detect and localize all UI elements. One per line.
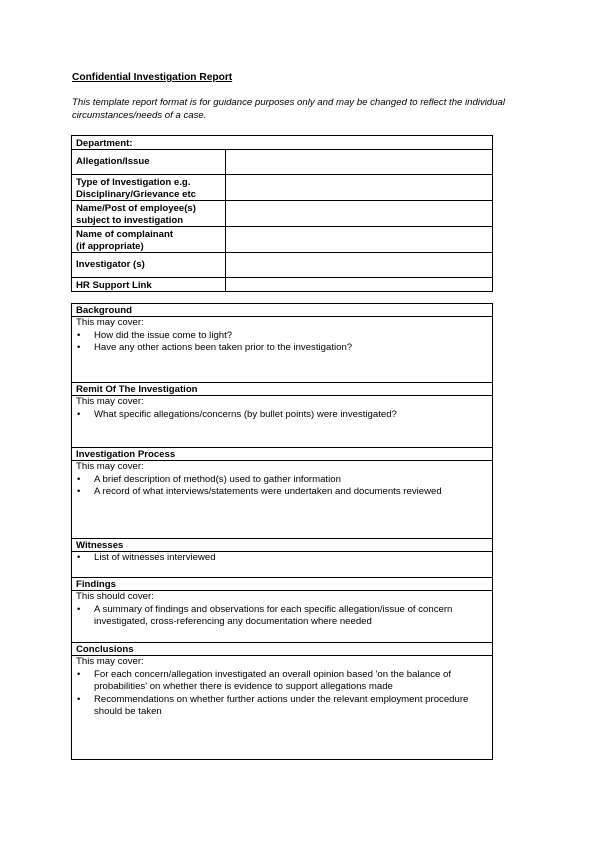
report-sections-table — [71, 303, 493, 760]
bullet-icon: • — [77, 408, 81, 420]
employee-name-label: Name/Post of employee(s) subject to investigation — [72, 201, 226, 227]
bullet-icon: • — [77, 693, 81, 705]
bullet-icon: • — [77, 342, 81, 353]
background-lead: This may cover: — [76, 317, 144, 328]
hr-support-field[interactable] — [226, 278, 493, 292]
bullet-icon: • — [77, 603, 81, 615]
case-details-table — [71, 135, 493, 292]
intro-text: This template report format is for guidance purposes only and may be changed to reflect the individual circumstances/needs of a case. — [72, 97, 506, 121]
findings-heading: Findings — [72, 578, 493, 591]
background-body[interactable] — [72, 317, 493, 383]
complainant-field[interactable] — [226, 227, 493, 253]
investigator-field[interactable] — [226, 253, 493, 278]
list-item: • Have any other actions been taken prior to the investigation? — [77, 342, 353, 353]
bullet-icon: • — [77, 486, 81, 497]
process-body[interactable] — [72, 461, 493, 539]
witnesses-body[interactable] — [72, 552, 493, 578]
list-item: • Recommendations on whether further actions under the relevant employment procedure should be taken — [77, 693, 469, 717]
list-item: • List of witnesses interviewed — [77, 552, 216, 563]
witnesses-heading: Witnesses — [72, 539, 493, 552]
remit-body[interactable] — [72, 396, 493, 448]
list-item: • What specific allegations/concerns (by bullet points) were investigated? — [77, 408, 397, 420]
conclusions-heading: Conclusions — [72, 643, 493, 656]
page-title: Confidential Investigation Report — [72, 72, 233, 83]
hr-support-label: HR Support Link — [72, 278, 226, 292]
list-item: • For each concern/allegation investigated an overall opinion based 'on the balance of probabilities' on whether there is evidence to support allegations made — [77, 668, 452, 692]
background-heading: Background — [72, 304, 493, 317]
list-item: • How did the issue come to light? — [77, 329, 233, 341]
findings-body[interactable] — [72, 591, 493, 643]
bullet-icon: • — [77, 473, 81, 485]
complainant-label: Name of complainant (if appropriate) — [72, 227, 226, 253]
process-heading: Investigation Process — [72, 448, 493, 461]
conclusions-lead: This may cover: — [76, 656, 144, 667]
employee-name-field[interactable] — [226, 201, 493, 227]
list-item: • A brief description of method(s) used to gather information — [77, 473, 341, 485]
remit-lead: This may cover: — [76, 396, 144, 407]
investigator-label: Investigator (s) — [72, 253, 226, 278]
bullet-icon: • — [77, 668, 81, 680]
bullet-icon: • — [77, 329, 81, 341]
investigation-type-label: Type of Investigation e.g. Disciplinary/Grievance etc — [72, 175, 226, 201]
conclusions-body[interactable] — [72, 656, 493, 760]
department-label: Department: — [72, 136, 493, 150]
list-item: • A record of what interviews/statements were undertaken and documents reviewed — [77, 486, 442, 497]
process-lead: This may cover: — [76, 461, 144, 472]
list-item: • A summary of findings and observations for each specific allegation/issue of concern investigated, cross-referencing any documentation where needed — [77, 603, 453, 627]
allegation-field[interactable] — [226, 150, 493, 175]
allegation-label: Allegation/Issue — [72, 150, 226, 175]
investigation-type-field[interactable] — [226, 175, 493, 201]
findings-lead: This should cover: — [76, 591, 154, 602]
remit-heading: Remit Of The Investigation — [72, 383, 493, 396]
bullet-icon: • — [77, 552, 81, 563]
